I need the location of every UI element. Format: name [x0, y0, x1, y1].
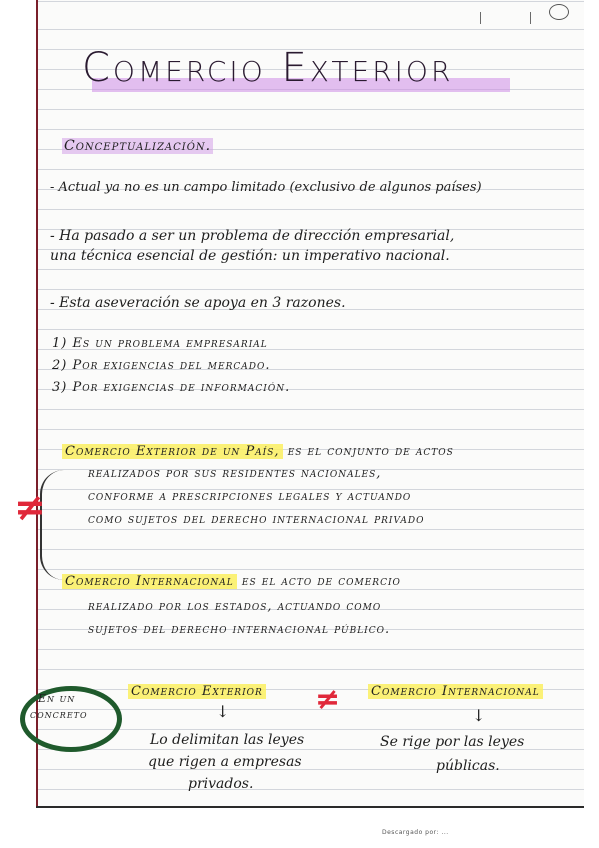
definition-text: es el acto de comercio: [241, 574, 401, 589]
section-heading-text: Conceptualización.: [64, 138, 212, 154]
text-line: una técnica esencial de gestión: un imperativo nacional.: [50, 248, 450, 264]
compare-heading-left-text: Comercio Exterior: [128, 684, 266, 699]
definition-line: conforme a prescripciones legales y actuando: [88, 489, 412, 504]
circle-label: En un: [38, 692, 76, 705]
page-title: Comercio Exterior: [82, 45, 454, 91]
download-footer: Descargado por: ...: [382, 829, 449, 836]
compare-heading-left: [128, 684, 266, 699]
definition-line: sujetos del derecho internacional público.: [88, 622, 391, 637]
term-highlight: Comercio Exterior de un País,: [62, 444, 283, 459]
not-equal-mark: ≠: [14, 485, 46, 529]
compare-heading-right: [368, 684, 543, 699]
margin-line: [36, 0, 38, 808]
reason-item: 1) Es un problema empresarial: [52, 336, 268, 351]
definition-line: como sujetos del derecho internacional privado: [88, 512, 425, 527]
top-tick: [530, 12, 531, 24]
down-arrow: ↓: [216, 702, 230, 721]
definition-line: [62, 444, 454, 459]
reason-item: 2) Por exigencias del mercado.: [52, 358, 271, 373]
bottom-rule: [36, 806, 584, 808]
text-line: - Ha pasado a ser un problema de dirección empresarial,: [50, 228, 455, 244]
definition-line: realizados por sus residentes nacionales,: [88, 466, 382, 481]
definition-line: realizado por los estados, actuando como: [88, 599, 382, 614]
section-heading: [62, 138, 213, 154]
not-equal-mark-mid: ≠: [315, 682, 341, 717]
page-number-circle: [549, 4, 569, 20]
definition-text: es el conjunto de actos: [287, 444, 454, 459]
compare-heading-right-text: Comercio Internacional: [368, 684, 543, 699]
text-line: - Actual ya no es un campo limitado (exclusivo de algunos países): [50, 180, 482, 195]
circle-label: concreto: [30, 708, 88, 721]
term-highlight: Comercio Internacional: [62, 574, 237, 589]
compare-text-left: que rigen a empresas: [148, 754, 302, 770]
compare-text-left: privados.: [188, 776, 254, 792]
definition-line: [62, 574, 401, 589]
down-arrow: ↓: [472, 706, 486, 725]
top-tick: [480, 12, 481, 24]
reason-item: 3) Por exigencias de información.: [52, 380, 291, 395]
compare-text-right: públicas.: [436, 758, 500, 774]
compare-text-left: Lo delimitan las leyes: [150, 732, 305, 748]
text-line: - Esta aseveración se apoya en 3 razones.: [50, 295, 346, 311]
compare-text-right: Se rige por las leyes: [380, 734, 525, 750]
